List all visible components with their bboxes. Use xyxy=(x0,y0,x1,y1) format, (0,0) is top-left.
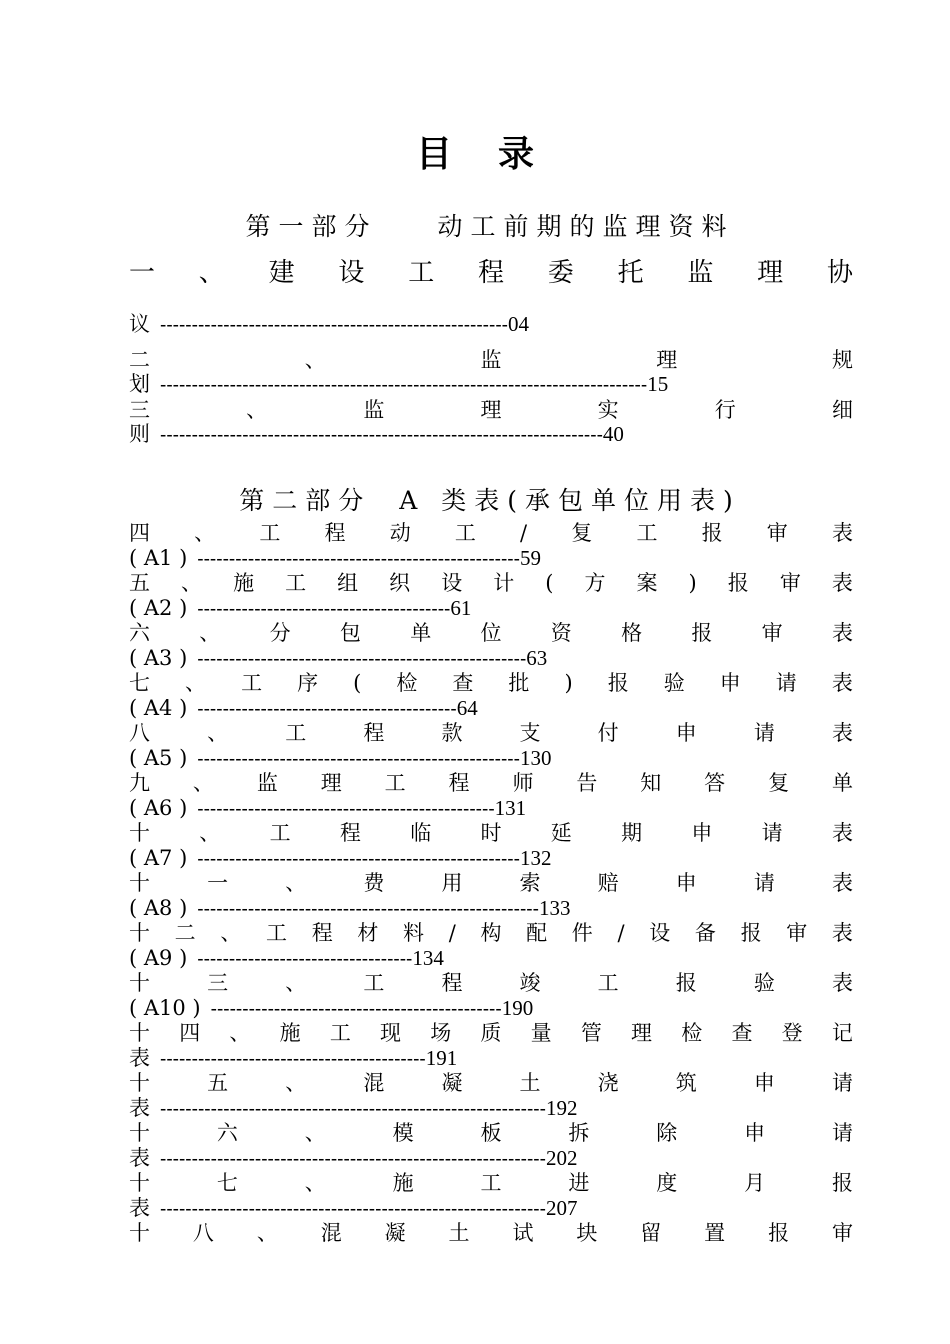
title-char: 理 xyxy=(631,1021,653,1045)
page-number: 61 xyxy=(450,596,472,620)
title-char: 凝 xyxy=(441,1071,463,1095)
part2-item-14-title xyxy=(129,1221,853,1245)
title-char: 三 xyxy=(129,398,150,422)
page-number: 207 xyxy=(545,1196,578,1220)
title-char: 竣 xyxy=(519,971,541,995)
part2-item-6-leader xyxy=(129,846,551,872)
title-char: 十 xyxy=(129,821,150,845)
title-char: 凝 xyxy=(384,1221,406,1245)
title-char: 十 xyxy=(129,1021,150,1045)
title-char: 用 xyxy=(441,871,463,895)
title-char: 试 xyxy=(512,1221,534,1245)
title-char: 程 xyxy=(311,921,333,945)
part2-item-5-leader xyxy=(129,796,526,822)
item-lead: 则 xyxy=(129,422,150,446)
title-char: 表 xyxy=(831,971,853,995)
page-number: 59 xyxy=(519,546,541,570)
dot-leader: ------------------------------------------------------ xyxy=(197,899,539,920)
title-char: 单 xyxy=(410,621,432,645)
dot-leader: ----------------------------------------- xyxy=(197,699,457,720)
title-char: 、 xyxy=(304,1121,326,1145)
title-char: 组 xyxy=(337,571,359,595)
title-char: 报 xyxy=(675,971,697,995)
title-char: 、 xyxy=(304,1171,326,1195)
item-lead: ( A3 ) xyxy=(129,646,188,670)
title-char: 申 xyxy=(675,721,697,745)
dot-leader: ------------------------------------------ xyxy=(160,1049,426,1070)
title-char: 工 xyxy=(384,771,406,795)
title-char: 管 xyxy=(580,1021,602,1045)
title-char: 计 xyxy=(493,571,515,595)
title-char: 十 xyxy=(129,871,150,895)
title-char: 置 xyxy=(704,1221,726,1245)
title-char: 位 xyxy=(480,621,502,645)
page-title xyxy=(0,126,950,177)
title-char: 表 xyxy=(831,521,853,545)
title-char: 十 xyxy=(129,1221,150,1245)
title-char: 报 xyxy=(768,1221,790,1245)
title-char: 十 xyxy=(129,1121,150,1145)
part2-item-5-title xyxy=(129,771,853,795)
title-char: 时 xyxy=(480,821,502,845)
title-char: 、 xyxy=(246,398,268,422)
title-char: 场 xyxy=(430,1021,452,1045)
title-char: 序 xyxy=(297,671,319,695)
title-char: 案 xyxy=(636,571,658,595)
part2-item-0-leader xyxy=(129,546,541,572)
title-char: 、 xyxy=(194,521,216,545)
title-char: 二 xyxy=(174,921,196,945)
dot-leader: ---------------------------------------- xyxy=(197,599,451,620)
part2-item-10-leader xyxy=(129,1046,457,1072)
part2-heading xyxy=(0,481,950,517)
part1-item-1-title xyxy=(129,348,853,372)
dot-leader: ------------------------------------------------------- xyxy=(160,315,508,336)
title-char: 理 xyxy=(757,258,784,288)
title-char: 配 xyxy=(526,921,548,945)
title-char: 表 xyxy=(831,571,853,595)
part2-item-1-leader xyxy=(129,596,471,622)
title-char: 工 xyxy=(266,921,288,945)
title-char: 报 xyxy=(740,921,762,945)
title-char: 师 xyxy=(512,771,534,795)
title-char: 格 xyxy=(621,621,643,645)
part1-label: 第一部分 xyxy=(245,212,378,241)
title-char: ) xyxy=(564,671,573,695)
page-number: 15 xyxy=(647,372,669,396)
part1-name: 动工前期的监理资料 xyxy=(437,212,735,241)
title-char: 检 xyxy=(396,671,418,695)
page-number: 202 xyxy=(545,1146,578,1170)
title-char: 理 xyxy=(480,398,502,422)
title-char: 请 xyxy=(832,1121,853,1145)
part1-item-2-title xyxy=(129,398,853,422)
title-char: 十 xyxy=(129,921,150,945)
title-char: 筑 xyxy=(675,1071,697,1095)
part1-item-0-title xyxy=(129,258,853,288)
title-char: 监 xyxy=(480,348,502,372)
title-char: / xyxy=(448,921,456,945)
title-char: 三 xyxy=(207,971,229,995)
title-char: 浇 xyxy=(597,1071,619,1095)
title-char: 料 xyxy=(403,921,425,945)
dot-leader: --------------------------------------------------- xyxy=(197,849,520,870)
dot-leader: ---------------------------------- xyxy=(197,949,413,970)
title-char: 申 xyxy=(719,671,741,695)
dot-leader: ---------------------------------------------------------------------- xyxy=(160,425,603,446)
title-char-1: 目 xyxy=(415,133,452,175)
title-char: 五 xyxy=(129,571,150,595)
part1-item-2-leader xyxy=(129,422,624,448)
title-char: 包 xyxy=(339,621,361,645)
title-char: 一 xyxy=(207,871,229,895)
title-char: 施 xyxy=(392,1171,414,1195)
title-char: 质 xyxy=(480,1021,502,1045)
dot-leader: ---------------------------------------------------- xyxy=(197,649,527,670)
title-char: 表 xyxy=(831,621,853,645)
part2-item-8-title xyxy=(129,921,853,945)
part1-heading xyxy=(0,207,950,243)
dot-leader: ------------------------------------------------------------- xyxy=(160,1099,546,1120)
title-char: 工 xyxy=(363,971,385,995)
part2-item-4-leader xyxy=(129,746,551,772)
title-char: 请 xyxy=(753,871,775,895)
title-char: 登 xyxy=(781,1021,803,1045)
page-number: 132 xyxy=(519,846,552,870)
title-char: ( xyxy=(353,671,362,695)
title-char: 协 xyxy=(826,258,853,288)
title-char: 模 xyxy=(392,1121,414,1145)
title-char: 验 xyxy=(663,671,685,695)
part2-item-12-title xyxy=(129,1121,853,1145)
dot-leader: ------------------------------------------------------------- xyxy=(160,1149,546,1170)
title-char: 、 xyxy=(304,348,326,372)
title-char: 、 xyxy=(198,258,225,288)
page-number: 63 xyxy=(526,646,548,670)
part2-item-11-leader xyxy=(129,1096,577,1122)
title-char: 混 xyxy=(363,1071,385,1095)
item-lead: 表 xyxy=(129,1196,150,1220)
title-char: 索 xyxy=(519,871,541,895)
title-char: 复 xyxy=(768,771,790,795)
title-char: 、 xyxy=(199,621,221,645)
title-char: 八 xyxy=(192,1221,214,1245)
title-char: 申 xyxy=(744,1121,766,1145)
title-char: 请 xyxy=(753,721,775,745)
title-char: 设 xyxy=(649,921,671,945)
title-char: 付 xyxy=(597,721,619,745)
title-char: 月 xyxy=(744,1171,766,1195)
title-char: ( xyxy=(545,571,554,595)
title-char: 备 xyxy=(694,921,716,945)
title-char: 七 xyxy=(129,671,150,695)
dot-leader: --------------------------------------------------- xyxy=(197,749,520,770)
title-char: 托 xyxy=(617,258,644,288)
title-char: 报 xyxy=(607,671,629,695)
title-char: 复 xyxy=(571,521,593,545)
item-lead: ( A5 ) xyxy=(129,746,188,770)
item-lead: ( A2 ) xyxy=(129,596,188,620)
title-char: 六 xyxy=(129,621,150,645)
part1-item-0-leader xyxy=(129,312,529,338)
part2-item-8-leader xyxy=(129,946,444,972)
part2-item-6-title xyxy=(129,821,853,845)
title-char: 工 xyxy=(597,971,619,995)
dot-leader: ---------------------------------------------- xyxy=(210,999,502,1020)
title-char-2: 录 xyxy=(498,133,535,175)
title-char: 申 xyxy=(691,821,713,845)
title-char: 、 xyxy=(192,771,214,795)
title-char: 进 xyxy=(568,1171,590,1195)
part2-item-7-title xyxy=(129,871,853,895)
title-char: 表 xyxy=(831,871,853,895)
title-char: 款 xyxy=(441,721,463,745)
title-char: 、 xyxy=(199,821,221,845)
part2-item-2-title xyxy=(129,621,853,645)
title-char: 二 xyxy=(129,348,150,372)
title-char: 、 xyxy=(256,1221,278,1245)
page-number: 133 xyxy=(538,896,571,920)
part2-item-10-title xyxy=(129,1021,853,1045)
title-char: 监 xyxy=(687,258,714,288)
title-char: 费 xyxy=(363,871,385,895)
title-char: 度 xyxy=(656,1171,678,1195)
title-char: 知 xyxy=(640,771,662,795)
title-char: 记 xyxy=(831,1021,853,1045)
title-char: 理 xyxy=(656,348,678,372)
page-number: 64 xyxy=(456,696,478,720)
dot-leader: ------------------------------------------------------------- xyxy=(160,1199,546,1220)
title-char: 现 xyxy=(380,1021,402,1045)
title-char: 程 xyxy=(339,821,361,845)
item-lead: ( A9 ) xyxy=(129,946,188,970)
title-char: 期 xyxy=(621,821,643,845)
title-char: 工 xyxy=(259,521,281,545)
title-char: 请 xyxy=(775,671,797,695)
item-lead: 表 xyxy=(129,1146,150,1170)
part2-item-9-title xyxy=(129,971,853,995)
page-number: 04 xyxy=(508,312,529,336)
title-char: / xyxy=(617,921,625,945)
title-char: 程 xyxy=(363,721,385,745)
title-char: 十 xyxy=(129,971,150,995)
title-char: 委 xyxy=(547,258,574,288)
title-char: 件 xyxy=(571,921,593,945)
part2-name: A 类表(承包单位用表) xyxy=(399,486,741,515)
title-char: 查 xyxy=(731,1021,753,1045)
title-char: 审 xyxy=(831,1221,853,1245)
part2-item-12-leader xyxy=(129,1146,577,1172)
title-char: 程 xyxy=(441,971,463,995)
title-char: 除 xyxy=(656,1121,678,1145)
title-char: 七 xyxy=(216,1171,238,1195)
title-char: 、 xyxy=(285,971,307,995)
part2-item-13-title xyxy=(129,1171,853,1195)
title-char: 请 xyxy=(831,1071,853,1095)
page-number: 130 xyxy=(519,746,552,770)
title-char: 审 xyxy=(786,921,808,945)
title-char: 报 xyxy=(727,571,749,595)
title-char: 工 xyxy=(285,721,307,745)
title-char: 验 xyxy=(753,971,775,995)
dot-leader: ----------------------------------------------- xyxy=(197,799,495,820)
title-char: 、 xyxy=(207,721,229,745)
title-char: 材 xyxy=(357,921,379,945)
part2-item-11-title xyxy=(129,1071,853,1095)
title-char: 施 xyxy=(233,571,255,595)
title-char: 混 xyxy=(320,1221,342,1245)
title-char: 量 xyxy=(530,1021,552,1045)
title-char: 监 xyxy=(256,771,278,795)
title-char: 、 xyxy=(181,571,203,595)
title-char: 批 xyxy=(508,671,530,695)
title-char: 行 xyxy=(714,398,736,422)
title-char: ) xyxy=(688,571,697,595)
item-lead: ( A4 ) xyxy=(129,696,188,720)
title-char: 、 xyxy=(285,1071,307,1095)
title-char: 、 xyxy=(185,671,207,695)
title-char: 拆 xyxy=(568,1121,590,1145)
dot-leader: ----------------------------------------------------------------------------- xyxy=(160,375,648,396)
item-lead: ( A10 ) xyxy=(129,996,201,1020)
item-lead: 表 xyxy=(129,1046,150,1070)
title-char: 十 xyxy=(129,1071,150,1095)
title-char: 留 xyxy=(640,1221,662,1245)
title-char: 请 xyxy=(761,821,783,845)
title-char: 、 xyxy=(229,1021,251,1045)
title-char: 设 xyxy=(441,571,463,595)
title-char: 程 xyxy=(448,771,470,795)
title-char: 动 xyxy=(389,521,411,545)
title-char: 实 xyxy=(597,398,619,422)
item-lead: 议 xyxy=(129,312,150,336)
part2-item-0-title xyxy=(129,521,853,545)
title-char: 构 xyxy=(480,921,502,945)
title-char: 方 xyxy=(584,571,606,595)
page-number: 131 xyxy=(494,796,527,820)
title-char: 申 xyxy=(753,1071,775,1095)
part1-item-1-leader xyxy=(129,372,668,398)
title-char: 程 xyxy=(324,521,346,545)
title-char: 五 xyxy=(207,1071,229,1095)
title-char: 工 xyxy=(285,571,307,595)
title-char: 表 xyxy=(831,721,853,745)
item-lead: 表 xyxy=(129,1096,150,1120)
page-number: 190 xyxy=(501,996,534,1020)
part2-item-4-title xyxy=(129,721,853,745)
title-char: 块 xyxy=(576,1221,598,1245)
title-char: 土 xyxy=(519,1071,541,1095)
part2-item-1-title xyxy=(129,571,853,595)
title-char: 建 xyxy=(268,258,295,288)
title-char: / xyxy=(520,521,528,545)
title-char: 工 xyxy=(480,1171,502,1195)
page-number: 134 xyxy=(412,946,444,970)
title-char: 工 xyxy=(241,671,263,695)
title-char: 设 xyxy=(338,258,365,288)
page-number: 40 xyxy=(602,422,624,446)
title-char: 工 xyxy=(408,258,435,288)
title-char: 一 xyxy=(129,258,156,288)
title-char: 表 xyxy=(831,921,853,945)
title-char: 赔 xyxy=(597,871,619,895)
title-char: 、 xyxy=(220,921,242,945)
part2-item-2-leader xyxy=(129,646,547,672)
title-char: 织 xyxy=(389,571,411,595)
title-char: 审 xyxy=(779,571,801,595)
title-char: 审 xyxy=(766,521,788,545)
part2-label: 第二部分 xyxy=(239,486,372,515)
title-char: 施 xyxy=(279,1021,301,1045)
title-char: 报 xyxy=(691,621,713,645)
title-char: 查 xyxy=(452,671,474,695)
title-char: 板 xyxy=(480,1121,502,1145)
item-lead: ( A8 ) xyxy=(129,896,188,920)
title-char: 临 xyxy=(410,821,432,845)
title-char: 十 xyxy=(129,1171,150,1195)
item-lead: ( A1 ) xyxy=(129,546,188,570)
title-char: 工 xyxy=(269,821,291,845)
page-number: 192 xyxy=(545,1096,578,1120)
title-char: 工 xyxy=(454,521,476,545)
title-char: 工 xyxy=(636,521,658,545)
title-char: 监 xyxy=(363,398,385,422)
title-char: 审 xyxy=(761,621,783,645)
item-lead: 划 xyxy=(129,372,150,396)
title-char: 资 xyxy=(550,621,572,645)
title-char: 土 xyxy=(448,1221,470,1245)
title-char: 理 xyxy=(320,771,342,795)
title-char: 细 xyxy=(831,398,853,422)
title-char: 四 xyxy=(129,521,150,545)
title-char: 检 xyxy=(681,1021,703,1045)
title-char: 报 xyxy=(832,1171,853,1195)
title-char: 单 xyxy=(831,771,853,795)
part2-item-3-title xyxy=(129,671,853,695)
title-char: 工 xyxy=(329,1021,351,1045)
title-char: 告 xyxy=(576,771,598,795)
title-char: 九 xyxy=(129,771,150,795)
title-char: 答 xyxy=(704,771,726,795)
title-char: 表 xyxy=(831,821,853,845)
title-char: 表 xyxy=(831,671,853,695)
part2-item-13-leader xyxy=(129,1196,577,1222)
item-lead: ( A6 ) xyxy=(129,796,188,820)
part2-item-7-leader xyxy=(129,896,570,922)
title-char: 分 xyxy=(269,621,291,645)
title-char: 八 xyxy=(129,721,150,745)
title-char: 四 xyxy=(179,1021,201,1045)
title-char: 六 xyxy=(216,1121,238,1145)
title-char: 支 xyxy=(519,721,541,745)
dot-leader: --------------------------------------------------- xyxy=(197,549,520,570)
title-char: 报 xyxy=(701,521,723,545)
title-char: 程 xyxy=(477,258,504,288)
title-char: 申 xyxy=(675,871,697,895)
part2-item-3-leader xyxy=(129,696,478,722)
title-char: 规 xyxy=(832,348,853,372)
title-char: 、 xyxy=(285,871,307,895)
part2-item-9-leader xyxy=(129,996,533,1022)
title-char: 延 xyxy=(550,821,572,845)
page-number: 191 xyxy=(425,1046,458,1070)
item-lead: ( A7 ) xyxy=(129,846,188,870)
